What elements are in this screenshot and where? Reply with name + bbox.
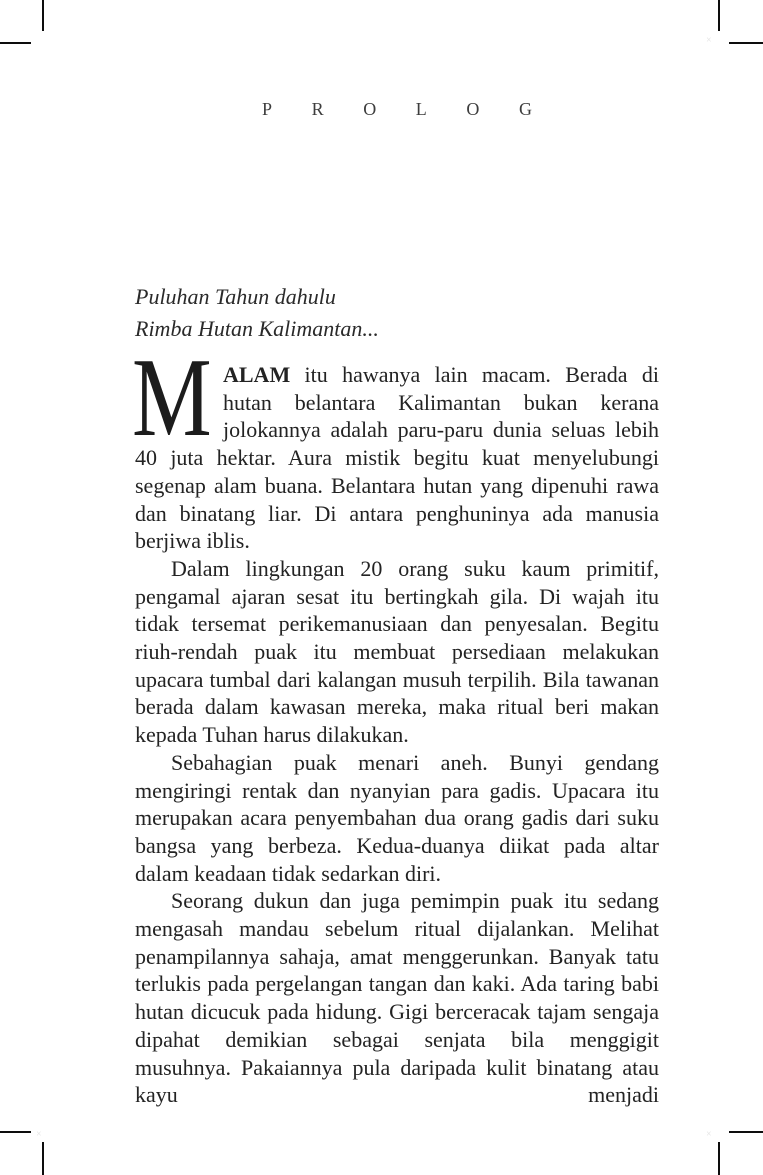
paragraph-1-text: itu hawanya lain macam. Berada di hutan belantara Kalimantan bukan kerana jolokannya adalah paru-paru dunia seluas lebih 40 juta hektar. Aura mistik begitu kuat menyelubungi segenap alam buana. Belantara hutan yang dipenuhi rawa dan binatang liar. Di antara penghuninya ada manusia berjiwa iblis.	[135, 362, 659, 554]
body-text	[132, 336, 659, 1109]
crop-mark-bottom-right-vertical	[718, 1142, 720, 1175]
epigraph	[135, 281, 659, 345]
crop-mark-top-right-horizontal	[729, 42, 763, 44]
registration-mark: ×	[36, 1129, 42, 1140]
paragraph-4: Seorang dukun dan juga pemimpin puak itu sedang mengasah mandau sebelum ritual dijalankan. Melihat penampilannya sahaja, amat menggerunkan. Banyak tatu terlukis pada pergelangan tangan dan kaki. Ada taring babi hutan dicucuk pada hidung. Gigi berceracak tajam sengaja dipahat demikian sebagai senjata bila menggigit musuhnya. Pakaiannya pula daripada kulit binatang atau kayu menjadi	[135, 888, 659, 1108]
drop-cap	[132, 336, 219, 460]
drop-cap-letter: M	[132, 336, 212, 460]
paragraph-1	[132, 336, 659, 555]
registration-mark: ×	[706, 35, 712, 46]
chapter-title: PROLOG	[261, 99, 572, 119]
crop-mark-bottom-left-horizontal	[0, 1131, 31, 1133]
lead-word: ALAM	[223, 362, 291, 387]
crop-mark-top-left-horizontal	[0, 42, 31, 44]
registration-mark: ×	[706, 1129, 712, 1140]
crop-mark-bottom-left-vertical	[42, 1142, 44, 1175]
epigraph-line-1: Puluhan Tahun dahulu	[135, 284, 336, 309]
paragraph-2: Dalam lingkungan 20 orang suku kaum primitif, pengamal ajaran sesat itu bertingkah gila. Di wajah itu tidak tersemat perikemanusiaan dan penyesalan. Begitu riuh-rendah puak itu membuat persediaan melakukan upacara tumbal dari kalangan musuh terpilih. Bila tawanan berada dalam kawasan mereka, maka ritual beri makan kepada Tuhan harus dilakukan.	[135, 555, 659, 748]
crop-mark-bottom-right-horizontal	[729, 1131, 763, 1133]
crop-mark-top-right-vertical	[718, 0, 720, 31]
crop-mark-top-left-vertical	[42, 0, 44, 31]
epigraph-line-2: Rimba Hutan Kalimantan...	[135, 316, 379, 341]
paragraph-3: Sebahagian puak menari aneh. Bunyi gendang mengiringi rentak dan nyanyian para gadis. Upacara itu merupakan acara penyembahan dua orang gadis dari suku bangsa yang berbeza. Kedua-duanya diikat pada altar dalam keadaan tidak sedarkan diri.	[135, 749, 659, 886]
